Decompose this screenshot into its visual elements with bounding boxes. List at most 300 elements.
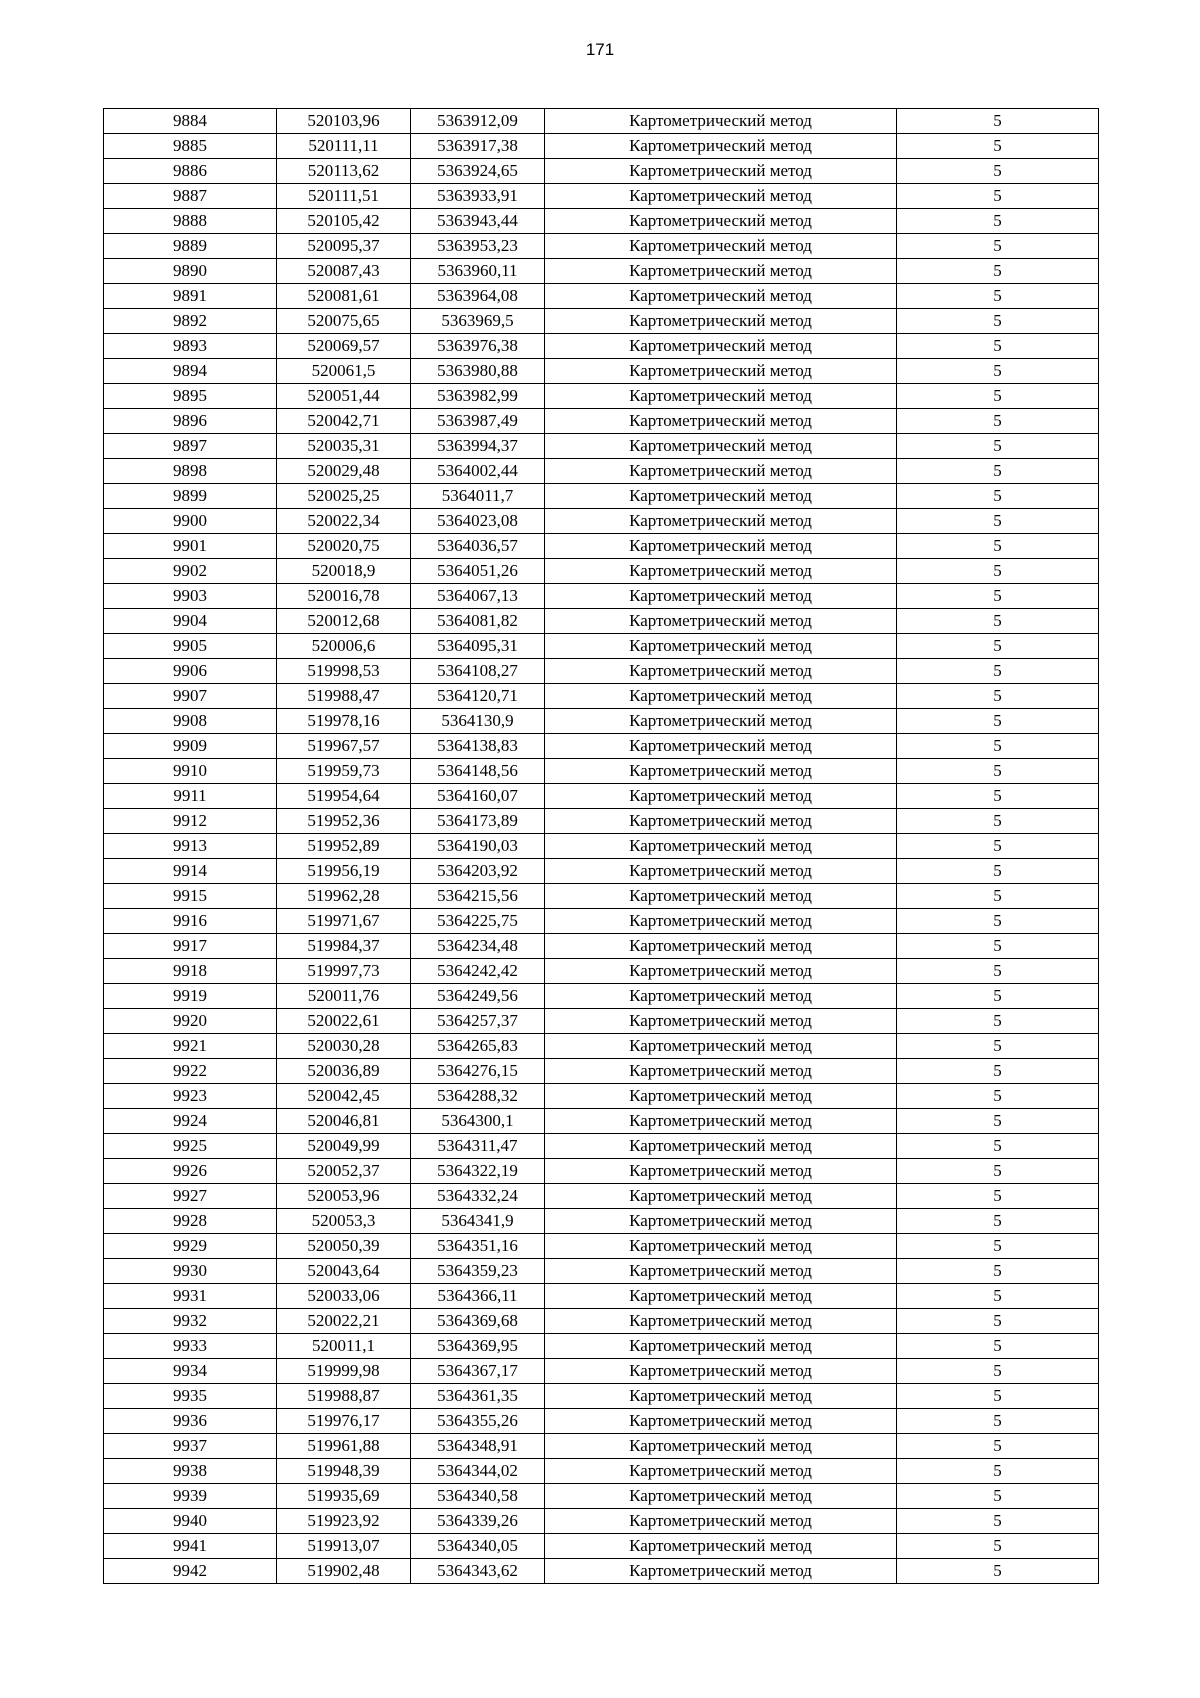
table-row [104, 934, 1099, 959]
point-number-cell: 9888 [104, 209, 277, 234]
point-number-cell: 9935 [104, 1384, 277, 1409]
y-coordinate-cell: 5364011,7 [411, 484, 545, 509]
x-coordinate-cell: 520022,21 [277, 1309, 411, 1334]
method-cell: Картометрический метод [545, 909, 897, 934]
x-coordinate-cell: 520046,81 [277, 1109, 411, 1134]
table-row [104, 784, 1099, 809]
method-cell: Картометрический метод [545, 984, 897, 1009]
accuracy-cell: 5 [897, 1009, 1099, 1034]
method-cell: Картометрический метод [545, 184, 897, 209]
accuracy-cell: 5 [897, 1159, 1099, 1184]
table-row [104, 909, 1099, 934]
accuracy-cell: 5 [897, 1359, 1099, 1384]
accuracy-cell: 5 [897, 884, 1099, 909]
y-coordinate-cell: 5364348,91 [411, 1434, 545, 1459]
point-number-cell: 9933 [104, 1334, 277, 1359]
point-number-cell: 9923 [104, 1084, 277, 1109]
method-cell: Картометрический метод [545, 1559, 897, 1584]
y-coordinate-cell: 5364203,92 [411, 859, 545, 884]
accuracy-cell: 5 [897, 1184, 1099, 1209]
accuracy-cell: 5 [897, 784, 1099, 809]
table-row [104, 1109, 1099, 1134]
table-row [104, 859, 1099, 884]
y-coordinate-cell: 5363969,5 [411, 309, 545, 334]
point-number-cell: 9916 [104, 909, 277, 934]
x-coordinate-cell: 520053,3 [277, 1209, 411, 1234]
table-row [104, 734, 1099, 759]
accuracy-cell: 5 [897, 1434, 1099, 1459]
method-cell: Картометрический метод [545, 1109, 897, 1134]
method-cell: Картометрический метод [545, 409, 897, 434]
point-number-cell: 9889 [104, 234, 277, 259]
method-cell: Картометрический метод [545, 1209, 897, 1234]
table-row [104, 334, 1099, 359]
method-cell: Картометрический метод [545, 1184, 897, 1209]
table-row [104, 1009, 1099, 1034]
y-coordinate-cell: 5363917,38 [411, 134, 545, 159]
table-row [104, 1384, 1099, 1409]
accuracy-cell: 5 [897, 859, 1099, 884]
y-coordinate-cell: 5364288,32 [411, 1084, 545, 1109]
point-number-cell: 9884 [104, 109, 277, 134]
method-cell: Картометрический метод [545, 884, 897, 909]
table-row [104, 559, 1099, 584]
method-cell: Картометрический метод [545, 334, 897, 359]
y-coordinate-cell: 5364120,71 [411, 684, 545, 709]
method-cell: Картометрический метод [545, 284, 897, 309]
table-row [104, 109, 1099, 134]
accuracy-cell: 5 [897, 709, 1099, 734]
accuracy-cell: 5 [897, 809, 1099, 834]
y-coordinate-cell: 5364276,15 [411, 1059, 545, 1084]
point-number-cell: 9919 [104, 984, 277, 1009]
point-number-cell: 9936 [104, 1409, 277, 1434]
method-cell: Картометрический метод [545, 684, 897, 709]
point-number-cell: 9938 [104, 1459, 277, 1484]
point-number-cell: 9928 [104, 1209, 277, 1234]
x-coordinate-cell: 519913,07 [277, 1534, 411, 1559]
accuracy-cell: 5 [897, 159, 1099, 184]
y-coordinate-cell: 5364300,1 [411, 1109, 545, 1134]
table-row [104, 184, 1099, 209]
point-number-cell: 9942 [104, 1559, 277, 1584]
method-cell: Картометрический метод [545, 559, 897, 584]
accuracy-cell: 5 [897, 1259, 1099, 1284]
table-row [104, 1459, 1099, 1484]
accuracy-cell: 5 [897, 1234, 1099, 1259]
point-number-cell: 9918 [104, 959, 277, 984]
method-cell: Картометрический метод [545, 459, 897, 484]
table-row [104, 484, 1099, 509]
x-coordinate-cell: 519956,19 [277, 859, 411, 884]
method-cell: Картометрический метод [545, 659, 897, 684]
table-row [104, 259, 1099, 284]
accuracy-cell: 5 [897, 434, 1099, 459]
table-row [104, 1159, 1099, 1184]
table-row [104, 1359, 1099, 1384]
y-coordinate-cell: 5364130,9 [411, 709, 545, 734]
y-coordinate-cell: 5363994,37 [411, 434, 545, 459]
x-coordinate-cell: 519976,17 [277, 1409, 411, 1434]
point-number-cell: 9924 [104, 1109, 277, 1134]
x-coordinate-cell: 519952,89 [277, 834, 411, 859]
page-number: 171 [585, 40, 615, 59]
table-row [104, 409, 1099, 434]
table-row [104, 659, 1099, 684]
y-coordinate-cell: 5364366,11 [411, 1284, 545, 1309]
point-number-cell: 9911 [104, 784, 277, 809]
point-number-cell: 9910 [104, 759, 277, 784]
y-coordinate-cell: 5364190,03 [411, 834, 545, 859]
point-number-cell: 9905 [104, 634, 277, 659]
table-row [104, 459, 1099, 484]
y-coordinate-cell: 5364023,08 [411, 509, 545, 534]
x-coordinate-cell: 520052,37 [277, 1159, 411, 1184]
x-coordinate-cell: 519971,67 [277, 909, 411, 934]
point-number-cell: 9934 [104, 1359, 277, 1384]
point-number-cell: 9891 [104, 284, 277, 309]
accuracy-cell: 5 [897, 134, 1099, 159]
method-cell: Картометрический метод [545, 934, 897, 959]
accuracy-cell: 5 [897, 534, 1099, 559]
x-coordinate-cell: 519948,39 [277, 1459, 411, 1484]
method-cell: Картометрический метод [545, 1334, 897, 1359]
point-number-cell: 9915 [104, 884, 277, 909]
x-coordinate-cell: 520035,31 [277, 434, 411, 459]
y-coordinate-cell: 5364322,19 [411, 1159, 545, 1184]
table-row [104, 134, 1099, 159]
accuracy-cell: 5 [897, 1334, 1099, 1359]
coordinates-table [103, 108, 1099, 1584]
point-number-cell: 9902 [104, 559, 277, 584]
table-row [104, 1559, 1099, 1584]
point-number-cell: 9907 [104, 684, 277, 709]
table-row [104, 1484, 1099, 1509]
table-row [104, 584, 1099, 609]
x-coordinate-cell: 520011,1 [277, 1334, 411, 1359]
method-cell: Картометрический метод [545, 534, 897, 559]
accuracy-cell: 5 [897, 409, 1099, 434]
method-cell: Картометрический метод [545, 159, 897, 184]
point-number-cell: 9925 [104, 1134, 277, 1159]
x-coordinate-cell: 519988,47 [277, 684, 411, 709]
x-coordinate-cell: 520049,99 [277, 1134, 411, 1159]
table-row [104, 384, 1099, 409]
accuracy-cell: 5 [897, 334, 1099, 359]
point-number-cell: 9941 [104, 1534, 277, 1559]
y-coordinate-cell: 5363912,09 [411, 109, 545, 134]
x-coordinate-cell: 520103,96 [277, 109, 411, 134]
point-number-cell: 9940 [104, 1509, 277, 1534]
accuracy-cell: 5 [897, 1084, 1099, 1109]
y-coordinate-cell: 5363964,08 [411, 284, 545, 309]
y-coordinate-cell: 5364332,24 [411, 1184, 545, 1209]
method-cell: Картометрический метод [545, 709, 897, 734]
table-row [104, 1534, 1099, 1559]
method-cell: Картометрический метод [545, 784, 897, 809]
accuracy-cell: 5 [897, 834, 1099, 859]
point-number-cell: 9929 [104, 1234, 277, 1259]
table-row [104, 1034, 1099, 1059]
x-coordinate-cell: 520095,37 [277, 234, 411, 259]
point-number-cell: 9931 [104, 1284, 277, 1309]
method-cell: Картометрический метод [545, 1384, 897, 1409]
accuracy-cell: 5 [897, 684, 1099, 709]
x-coordinate-cell: 520081,61 [277, 284, 411, 309]
accuracy-cell: 5 [897, 384, 1099, 409]
table-row [104, 1209, 1099, 1234]
accuracy-cell: 5 [897, 259, 1099, 284]
y-coordinate-cell: 5364108,27 [411, 659, 545, 684]
y-coordinate-cell: 5364355,26 [411, 1409, 545, 1434]
x-coordinate-cell: 519961,88 [277, 1434, 411, 1459]
x-coordinate-cell: 519978,16 [277, 709, 411, 734]
x-coordinate-cell: 520043,64 [277, 1259, 411, 1284]
x-coordinate-cell: 519935,69 [277, 1484, 411, 1509]
accuracy-cell: 5 [897, 1034, 1099, 1059]
y-coordinate-cell: 5363933,91 [411, 184, 545, 209]
y-coordinate-cell: 5364311,47 [411, 1134, 545, 1159]
table-row [104, 834, 1099, 859]
y-coordinate-cell: 5364340,05 [411, 1534, 545, 1559]
y-coordinate-cell: 5363987,49 [411, 409, 545, 434]
point-number-cell: 9885 [104, 134, 277, 159]
point-number-cell: 9898 [104, 459, 277, 484]
point-number-cell: 9903 [104, 584, 277, 609]
x-coordinate-cell: 520022,61 [277, 1009, 411, 1034]
accuracy-cell: 5 [897, 284, 1099, 309]
accuracy-cell: 5 [897, 1559, 1099, 1584]
x-coordinate-cell: 520030,28 [277, 1034, 411, 1059]
x-coordinate-cell: 520087,43 [277, 259, 411, 284]
y-coordinate-cell: 5364369,95 [411, 1334, 545, 1359]
table-row [104, 1259, 1099, 1284]
y-coordinate-cell: 5364148,56 [411, 759, 545, 784]
method-cell: Картометрический метод [545, 1459, 897, 1484]
y-coordinate-cell: 5364036,57 [411, 534, 545, 559]
accuracy-cell: 5 [897, 109, 1099, 134]
x-coordinate-cell: 520053,96 [277, 1184, 411, 1209]
point-number-cell: 9900 [104, 509, 277, 534]
table-row [104, 209, 1099, 234]
table-row [104, 509, 1099, 534]
y-coordinate-cell: 5364081,82 [411, 609, 545, 634]
y-coordinate-cell: 5364242,42 [411, 959, 545, 984]
point-number-cell: 9909 [104, 734, 277, 759]
y-coordinate-cell: 5364359,23 [411, 1259, 545, 1284]
method-cell: Картометрический метод [545, 209, 897, 234]
table-row [104, 1509, 1099, 1534]
x-coordinate-cell: 520042,71 [277, 409, 411, 434]
accuracy-cell: 5 [897, 1059, 1099, 1084]
method-cell: Картометрический метод [545, 634, 897, 659]
method-cell: Картометрический метод [545, 309, 897, 334]
method-cell: Картометрический метод [545, 134, 897, 159]
point-number-cell: 9917 [104, 934, 277, 959]
x-coordinate-cell: 519959,73 [277, 759, 411, 784]
accuracy-cell: 5 [897, 659, 1099, 684]
point-number-cell: 9896 [104, 409, 277, 434]
table-row [104, 1134, 1099, 1159]
x-coordinate-cell: 520075,65 [277, 309, 411, 334]
method-cell: Картометрический метод [545, 234, 897, 259]
method-cell: Картометрический метод [545, 759, 897, 784]
accuracy-cell: 5 [897, 634, 1099, 659]
table-row [104, 1059, 1099, 1084]
table-row [104, 284, 1099, 309]
accuracy-cell: 5 [897, 184, 1099, 209]
y-coordinate-cell: 5363982,99 [411, 384, 545, 409]
accuracy-cell: 5 [897, 1284, 1099, 1309]
table-row [104, 234, 1099, 259]
method-cell: Картометрический метод [545, 1084, 897, 1109]
x-coordinate-cell: 520018,9 [277, 559, 411, 584]
point-number-cell: 9939 [104, 1484, 277, 1509]
table-row [104, 434, 1099, 459]
x-coordinate-cell: 519962,28 [277, 884, 411, 909]
point-number-cell: 9892 [104, 309, 277, 334]
method-cell: Картометрический метод [545, 1034, 897, 1059]
accuracy-cell: 5 [897, 584, 1099, 609]
y-coordinate-cell: 5364215,56 [411, 884, 545, 909]
point-number-cell: 9930 [104, 1259, 277, 1284]
method-cell: Картометрический метод [545, 1484, 897, 1509]
method-cell: Картометрический метод [545, 584, 897, 609]
point-number-cell: 9893 [104, 334, 277, 359]
x-coordinate-cell: 519954,64 [277, 784, 411, 809]
y-coordinate-cell: 5364343,62 [411, 1559, 545, 1584]
method-cell: Картометрический метод [545, 734, 897, 759]
method-cell: Картометрический метод [545, 1134, 897, 1159]
method-cell: Картометрический метод [545, 1259, 897, 1284]
method-cell: Картометрический метод [545, 1409, 897, 1434]
y-coordinate-cell: 5364341,9 [411, 1209, 545, 1234]
y-coordinate-cell: 5364067,13 [411, 584, 545, 609]
x-coordinate-cell: 520036,89 [277, 1059, 411, 1084]
method-cell: Картометрический метод [545, 859, 897, 884]
point-number-cell: 9922 [104, 1059, 277, 1084]
y-coordinate-cell: 5363976,38 [411, 334, 545, 359]
method-cell: Картометрический метод [545, 609, 897, 634]
y-coordinate-cell: 5364051,26 [411, 559, 545, 584]
y-coordinate-cell: 5364234,48 [411, 934, 545, 959]
y-coordinate-cell: 5364369,68 [411, 1309, 545, 1334]
accuracy-cell: 5 [897, 1484, 1099, 1509]
method-cell: Картометрический метод [545, 259, 897, 284]
x-coordinate-cell: 520042,45 [277, 1084, 411, 1109]
x-coordinate-cell: 519998,53 [277, 659, 411, 684]
y-coordinate-cell: 5364257,37 [411, 1009, 545, 1034]
accuracy-cell: 5 [897, 1459, 1099, 1484]
x-coordinate-cell: 520033,06 [277, 1284, 411, 1309]
y-coordinate-cell: 5364173,89 [411, 809, 545, 834]
point-number-cell: 9921 [104, 1034, 277, 1059]
method-cell: Картометрический метод [545, 109, 897, 134]
method-cell: Картометрический метод [545, 1284, 897, 1309]
point-number-cell: 9926 [104, 1159, 277, 1184]
point-number-cell: 9912 [104, 809, 277, 834]
accuracy-cell: 5 [897, 934, 1099, 959]
accuracy-cell: 5 [897, 459, 1099, 484]
point-number-cell: 9901 [104, 534, 277, 559]
x-coordinate-cell: 520016,78 [277, 584, 411, 609]
table-row [104, 809, 1099, 834]
point-number-cell: 9894 [104, 359, 277, 384]
table-row [104, 1084, 1099, 1109]
y-coordinate-cell: 5363953,23 [411, 234, 545, 259]
table-row [104, 1434, 1099, 1459]
table-row [104, 1234, 1099, 1259]
point-number-cell: 9899 [104, 484, 277, 509]
point-number-cell: 9895 [104, 384, 277, 409]
accuracy-cell: 5 [897, 1209, 1099, 1234]
x-coordinate-cell: 520051,44 [277, 384, 411, 409]
table-row [104, 984, 1099, 1009]
point-number-cell: 9906 [104, 659, 277, 684]
accuracy-cell: 5 [897, 959, 1099, 984]
accuracy-cell: 5 [897, 484, 1099, 509]
accuracy-cell: 5 [897, 609, 1099, 634]
accuracy-cell: 5 [897, 1409, 1099, 1434]
x-coordinate-cell: 520012,68 [277, 609, 411, 634]
accuracy-cell: 5 [897, 1509, 1099, 1534]
x-coordinate-cell: 519967,57 [277, 734, 411, 759]
method-cell: Картометрический метод [545, 1359, 897, 1384]
y-coordinate-cell: 5364339,26 [411, 1509, 545, 1534]
x-coordinate-cell: 519999,98 [277, 1359, 411, 1384]
x-coordinate-cell: 519984,37 [277, 934, 411, 959]
method-cell: Картометрический метод [545, 809, 897, 834]
method-cell: Картометрический метод [545, 834, 897, 859]
point-number-cell: 9927 [104, 1184, 277, 1209]
point-number-cell: 9886 [104, 159, 277, 184]
method-cell: Картометрический метод [545, 359, 897, 384]
x-coordinate-cell: 520111,51 [277, 184, 411, 209]
point-number-cell: 9913 [104, 834, 277, 859]
x-coordinate-cell: 520113,62 [277, 159, 411, 184]
accuracy-cell: 5 [897, 359, 1099, 384]
x-coordinate-cell: 519902,48 [277, 1559, 411, 1584]
x-coordinate-cell: 520025,25 [277, 484, 411, 509]
method-cell: Картометрический метод [545, 1234, 897, 1259]
x-coordinate-cell: 519952,36 [277, 809, 411, 834]
y-coordinate-cell: 5364340,58 [411, 1484, 545, 1509]
x-coordinate-cell: 520061,5 [277, 359, 411, 384]
y-coordinate-cell: 5363980,88 [411, 359, 545, 384]
accuracy-cell: 5 [897, 234, 1099, 259]
table-row [104, 1184, 1099, 1209]
table-row [104, 759, 1099, 784]
method-cell: Картометрический метод [545, 509, 897, 534]
table-row [104, 609, 1099, 634]
accuracy-cell: 5 [897, 1109, 1099, 1134]
accuracy-cell: 5 [897, 209, 1099, 234]
table-row [104, 534, 1099, 559]
table-row [104, 1309, 1099, 1334]
method-cell: Картометрический метод [545, 384, 897, 409]
x-coordinate-cell: 520069,57 [277, 334, 411, 359]
x-coordinate-cell: 520111,11 [277, 134, 411, 159]
accuracy-cell: 5 [897, 734, 1099, 759]
point-number-cell: 9932 [104, 1309, 277, 1334]
x-coordinate-cell: 520020,75 [277, 534, 411, 559]
y-coordinate-cell: 5364265,83 [411, 1034, 545, 1059]
method-cell: Картометрический метод [545, 1059, 897, 1084]
accuracy-cell: 5 [897, 559, 1099, 584]
table-row [104, 159, 1099, 184]
x-coordinate-cell: 520022,34 [277, 509, 411, 534]
table-row [104, 1409, 1099, 1434]
